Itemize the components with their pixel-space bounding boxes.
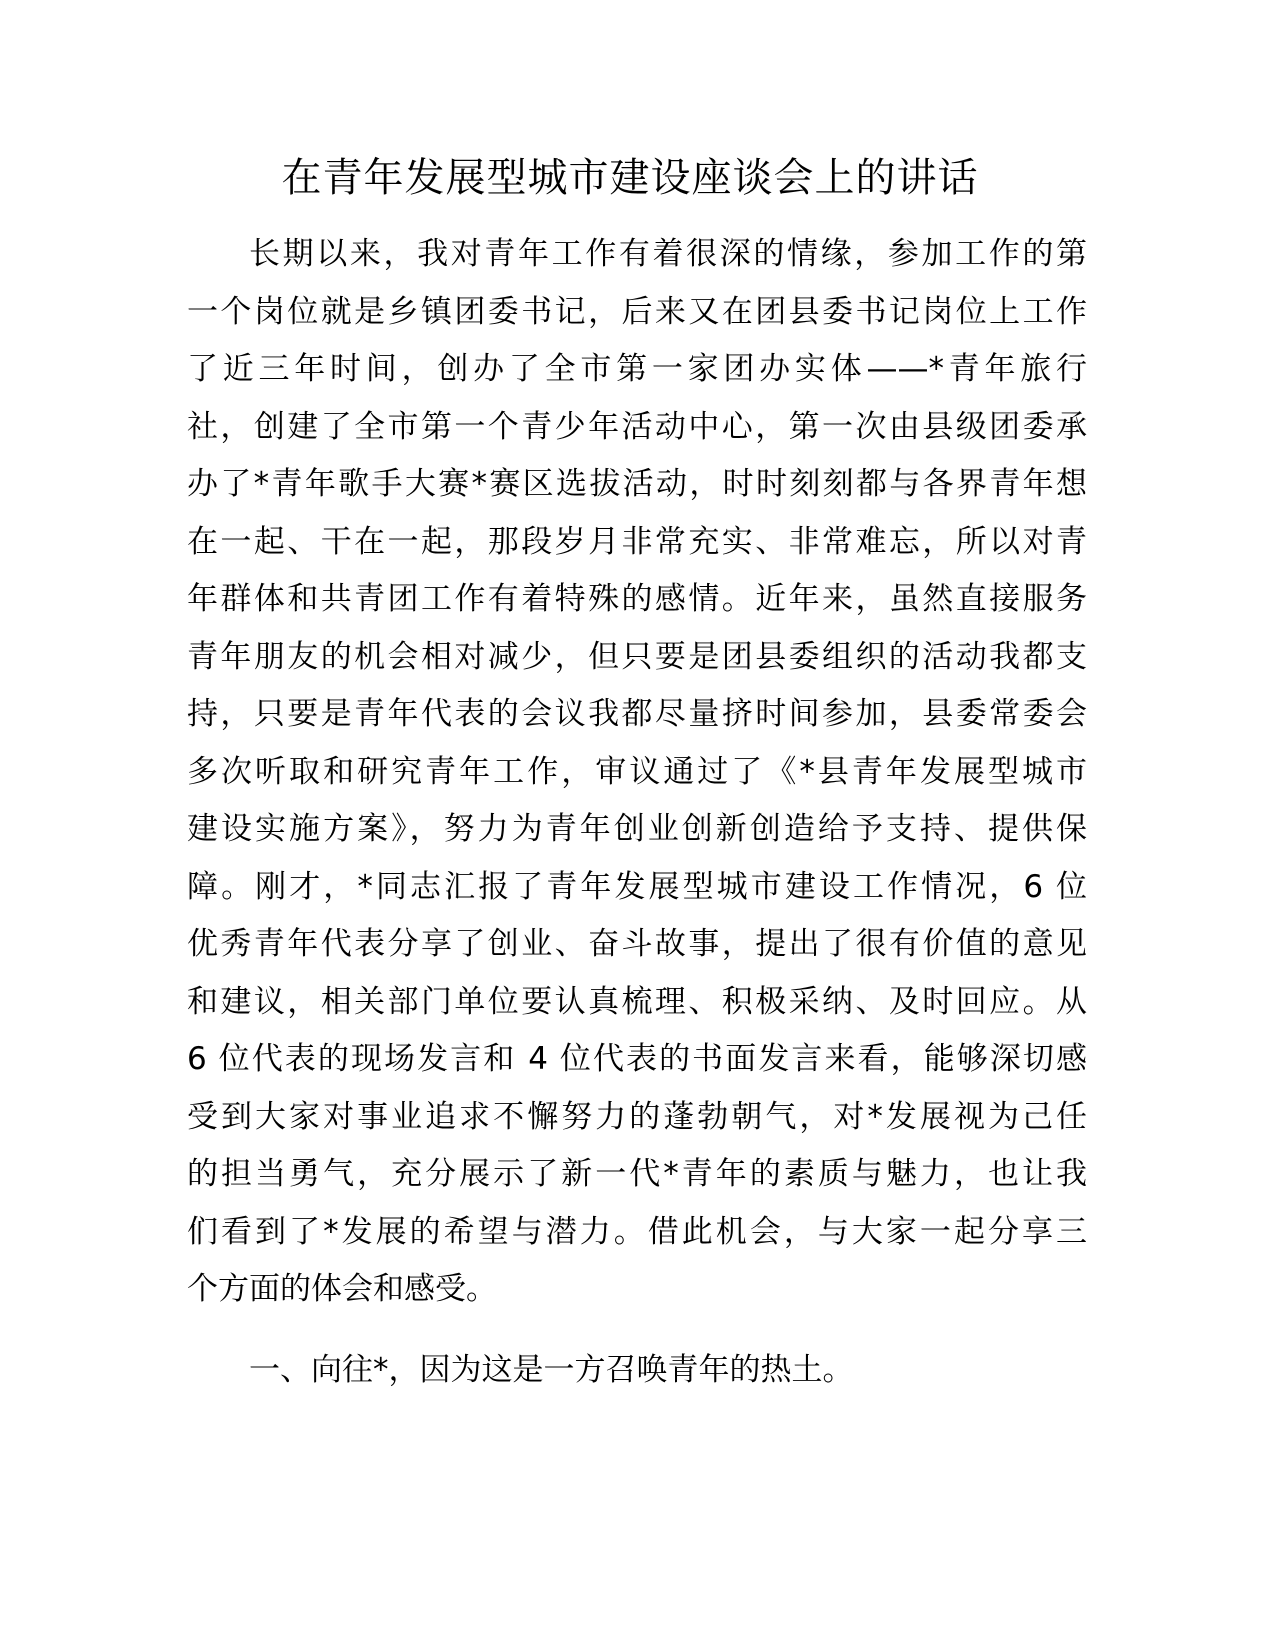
paragraph-line: 6 位代表的现场发言和 4 位代表的书面发言来看，能够深切感 xyxy=(187,1041,1087,1077)
paragraph-line: 的担当勇气，充分展示了新一代*青年的素质与魅力，也让我 xyxy=(187,1156,1087,1192)
paragraph-line: 长期以来，我对青年工作有着很深的情缘，参加工作的第 xyxy=(249,236,1087,272)
paragraph-line: 个方面的体会和感受。 xyxy=(187,1271,497,1307)
paragraph-line: 建设实施方案》，努力为青年创业创新创造给予支持、提供保 xyxy=(187,811,1087,847)
paragraph-line: 优秀青年代表分享了创业、奋斗故事，提出了很有价值的意见 xyxy=(187,926,1087,962)
paragraph-line: 在一起、干在一起，那段岁月非常充实、非常难忘，所以对青 xyxy=(187,523,1087,560)
paragraph-line: 持，只要是青年代表的会议我都尽量挤时间参加，县委常委会 xyxy=(187,696,1087,732)
paragraph-line: 了近三年时间，创办了全市第一家团办实体——*青年旅行 xyxy=(187,351,1087,387)
paragraph-line: 和建议，相关部门单位要认真梳理、积极采纳、及时回应。从 xyxy=(187,983,1087,1020)
paragraph-line: 受到大家对事业追求不懈努力的蓬勃朝气，对*发展视为己任 xyxy=(187,1098,1087,1135)
paragraph-line: 青年朋友的机会相对减少，但只要是团县委组织的活动我都支 xyxy=(187,638,1087,675)
paragraph-line: 办了*青年歌手大赛*赛区选拔活动，时时刻刻都与各界青年想 xyxy=(187,466,1087,502)
paragraph-line: 年群体和共青团工作有着特殊的感情。近年来，虽然直接服务 xyxy=(187,581,1087,617)
paragraph-line: 多次听取和研究青年工作，审议通过了《*县青年发展型城市 xyxy=(187,753,1087,790)
paragraph-line: 们看到了*发展的希望与潜力。借此机会，与大家一起分享三 xyxy=(187,1213,1087,1250)
paragraph-1 xyxy=(187,226,1087,1319)
section-heading: 一、向往*，因为这是一方召唤青年的热土。 xyxy=(249,1352,854,1388)
document-title: 在青年发展型城市建设座谈会上的讲话 xyxy=(281,155,979,201)
paragraph-line: 障。刚才，*同志汇报了青年发展型城市建设工作情况，6 位 xyxy=(187,868,1087,905)
paragraph-line: 一个岗位就是乡镇团委书记，后来又在团县委书记岗位上工作 xyxy=(187,293,1087,330)
paragraph-line: 社，创建了全市第一个青少年活动中心，第一次由县级团委承 xyxy=(187,408,1087,445)
